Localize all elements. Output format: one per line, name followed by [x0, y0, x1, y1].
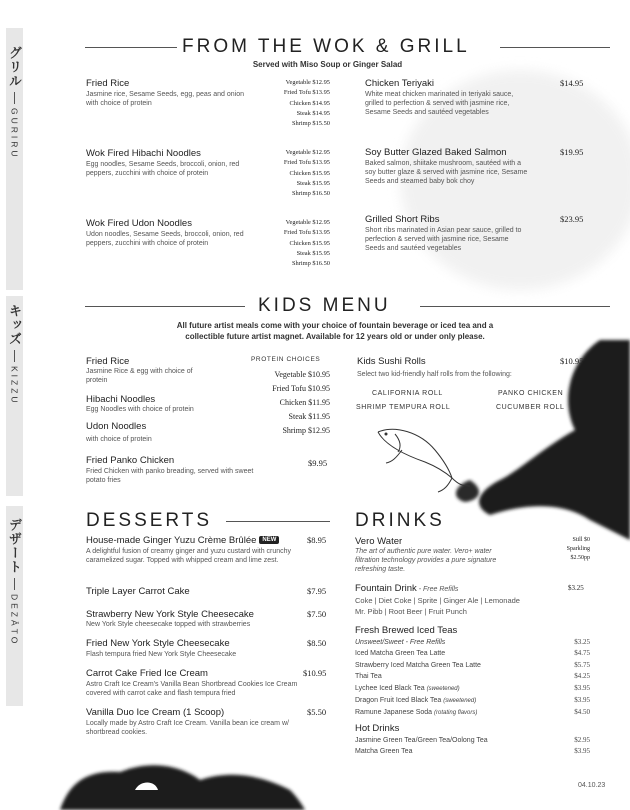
- menu-item-desc: Jasmine Rice & egg with choice of protein: [86, 368, 193, 384]
- menu-item-price: $3.25: [568, 584, 584, 592]
- menu-item-name: Vanilla Duo Ice Cream (1 Scoop): [86, 707, 225, 718]
- roll-option: CUCUMBER ROLL: [496, 404, 565, 411]
- menu-item-desc: Baked salmon, shiitake mushroom, sautéed with a soy butter glaze & served with jasmine rice, Sesame Seeds and steamed baby bok choy: [365, 160, 528, 185]
- menu-item-desc: Short ribs marinated in Asian pear sauce, grilled to perfection & served with jasmine rice, Sesame Seeds and sautéed vegetables: [365, 227, 522, 252]
- protein-choices-header: PROTEIN CHOICES: [251, 356, 321, 363]
- menu-item-desc: Egg noodles, Sesame Seeds, broccoli, onion, red peppers, zucchini with choice of protein: [86, 161, 240, 177]
- menu-item-desc: Egg Noodles with choice of protein: [86, 406, 194, 413]
- menu-item-name: Fresh Brewed Iced Teas: [355, 625, 458, 636]
- menu-item-name: Hibachi Noodles: [86, 394, 156, 405]
- menu-item-price: $7.50: [307, 609, 327, 619]
- kids-intro-line2: collectible future artist magnet. Available for 12 years old or under only please.: [185, 332, 485, 341]
- menu-item-name: Carrot Cake Fried Ice Cream: [86, 668, 208, 679]
- side-label-kids: [6, 304, 23, 406]
- fountain-list: Coke | Diet Coke | Sprite | Ginger Ale | Lemonade: [355, 596, 520, 605]
- menu-item-desc: with choice of protein: [86, 436, 152, 443]
- price-list: Vegetable $12.95 Fried Tofu $13.95 Chicken $15.95 Steak $15.95 Shrimp $16.50: [283, 149, 330, 198]
- section-title-desserts: DESSERTS: [86, 510, 213, 531]
- menu-item-desc: Jasmine rice, Sesame Seeds, egg, peas and onion with choice of protein: [86, 91, 244, 107]
- menu-item-desc: A delightful fusion of creamy ginger and yuzu custard with crunchy caramelized sugar. Topped with whipped cream and lime zest.: [86, 548, 292, 564]
- menu-item-name: Fried Rice: [86, 356, 130, 367]
- price-list: Vegetable $12.95 Fried Tofu $13.95 Chicken $14.95 Steak $14.95 Shrimp $15.50: [283, 79, 330, 128]
- side-en-label: GURIRU: [9, 108, 20, 160]
- menu-item-desc: Udon noodles, Sesame Seeds, broccoli, onion, red peppers, zucchini with choice of protein: [86, 231, 244, 247]
- side-jp-label: キッズ: [7, 304, 22, 346]
- list-item: Dragon Fruit Iced Black Tea (sweetened) $3.95: [355, 696, 590, 705]
- footer-date: 04.10.23: [578, 782, 606, 789]
- list-item: Unsweet/Sweet - Free Refills $3.25: [355, 638, 590, 646]
- side-jp-label: デザート: [7, 518, 22, 574]
- menu-item-name: Hot Drinks: [355, 723, 400, 734]
- menu-item-name: House-made Ginger Yuzu Crème Brûlée NEW: [86, 535, 279, 546]
- menu-item-name: Strawberry New York Style Cheesecake: [86, 609, 254, 620]
- list-item: Ramune Japanese Soda (rotating flavors) $4.50: [355, 708, 590, 717]
- menu-item-price: $7.95: [307, 586, 327, 596]
- menu-item-desc: Select two kid-friendly half rolls from the following:: [357, 371, 512, 378]
- menu-item-name: Chicken Teriyaki: [365, 78, 434, 89]
- menu-item-name: Udon Noodles: [86, 421, 147, 432]
- menu-item-name: Soy Butter Glazed Baked Salmon: [365, 147, 507, 158]
- menu-item-name: Fried Rice: [86, 78, 130, 89]
- menu-item-desc: Astro Craft Ice Cream's Vanilla Bean Shortbread Cookies Ice Cream covered with carrot cake and flash tempura fried: [86, 681, 298, 697]
- menu-item-name: Kids Sushi Rolls: [357, 356, 426, 367]
- list-item: Iced Matcha Green Tea Latte $4.75: [355, 649, 590, 658]
- section-title-drinks: DRINKS: [355, 510, 445, 531]
- menu-item-desc: Flash tempura fried New York Style Cheesecake: [86, 651, 237, 658]
- section-title-kids: KIDS MENU: [258, 295, 391, 316]
- menu-item-name: Triple Layer Carrot Cake: [86, 586, 190, 597]
- fountain-list: Mr. Pibb | Root Beer | Fruit Punch: [355, 607, 467, 616]
- hot-drink-list: [355, 735, 590, 758]
- menu-item-desc: White meat chicken marinated in teriyaki sauce, grilled to perfection & served with jasmine rice, Sesame Seeds and sautéed vegetables: [365, 91, 514, 116]
- menu-item-name: Wok Fired Udon Noodles: [86, 218, 192, 229]
- price-list: Vegetable $12.95 Fried Tofu $13.95 Chicken $15.95 Steak $15.95 Shrimp $16.50: [283, 219, 330, 268]
- menu-item-price: $8.95: [307, 535, 327, 545]
- section-subtitle: Served with Miso Soup or Ginger Salad: [252, 60, 403, 69]
- koi-fish-illustration: [378, 429, 470, 492]
- menu-item-price: $10.95: [303, 668, 327, 678]
- header-rule: [85, 47, 177, 48]
- menu-item-price: $14.95: [560, 78, 584, 88]
- section-title-wok: FROM THE WOK & GRILL: [182, 36, 470, 57]
- iced-tea-list: [355, 637, 590, 720]
- menu-item-name: Grilled Short Ribs: [365, 214, 440, 225]
- header-rule: [85, 306, 245, 307]
- side-label-wok: [6, 46, 23, 160]
- menu-item-price: $10.95: [560, 356, 584, 366]
- menu-item-desc: The art of authentic pure water. Vero+ water filtration technology provides a pure signature refreshing taste.: [355, 548, 497, 573]
- side-en-label: DEZĀTO: [9, 594, 20, 647]
- kids-intro-line1: All future artist meals come with your choice of fountain beverage or iced tea and a: [176, 321, 494, 330]
- header-rule: [500, 47, 610, 48]
- roll-option: PANKO CHICKEN: [498, 390, 564, 397]
- list-item: Thai Tea $4.25: [355, 672, 590, 681]
- header-rule: [226, 521, 330, 522]
- menu-item-price: $23.95: [560, 214, 584, 224]
- roll-option: CALIFORNIA ROLL: [372, 390, 443, 397]
- list-item: Lychee Iced Black Tea (sweetened) $3.95: [355, 683, 590, 692]
- menu-item-name: Fried Panko Chicken: [86, 455, 175, 466]
- menu-item-price: $5.50: [307, 707, 327, 717]
- menu-item-name: Wok Fired Hibachi Noodles: [86, 148, 201, 159]
- menu-item-desc: Locally made by Astro Craft Ice Cream. Vanilla bean ice cream w/ shortbread cookies.: [86, 720, 289, 736]
- side-jp-label: グリル: [7, 46, 22, 88]
- menu-item-name: Fried New York Style Cheesecake: [86, 638, 230, 649]
- menu-item-name: Fountain Drink - Free Refills: [355, 583, 459, 594]
- new-badge: NEW: [259, 536, 279, 544]
- menu-item-name: Vero Water: [355, 536, 403, 547]
- menu-item-price: $8.50: [307, 638, 327, 648]
- side-label-desserts: [6, 518, 23, 646]
- list-item: Jasmine Green Tea/Green Tea/Oolong Tea $2.95: [355, 736, 590, 744]
- menu-item-desc: Fried Chicken with panko breading, served with sweet potato fries: [86, 468, 254, 484]
- list-item: Strawberry Iced Matcha Green Tea Latte $5.75: [355, 660, 590, 669]
- header-rule: [420, 306, 610, 307]
- roll-option: SHRIMP TEMPURA ROLL: [356, 404, 451, 411]
- menu-item-price: $19.95: [560, 147, 584, 157]
- menu-item-price: $9.95: [308, 458, 328, 468]
- list-item: Matcha Green Tea $3.95: [355, 747, 590, 756]
- vero-prices: Still $0 Sparkling $2.50pp: [566, 537, 590, 561]
- protein-price-list: Vegetable $10.95 Fried Tofu $10.95 Chicken $11.95 Steak $11.95 Shrimp $12.95: [272, 370, 330, 435]
- side-en-label: KIZZU: [9, 366, 20, 406]
- menu-item-desc: New York Style cheesecake topped with strawberries: [86, 621, 251, 628]
